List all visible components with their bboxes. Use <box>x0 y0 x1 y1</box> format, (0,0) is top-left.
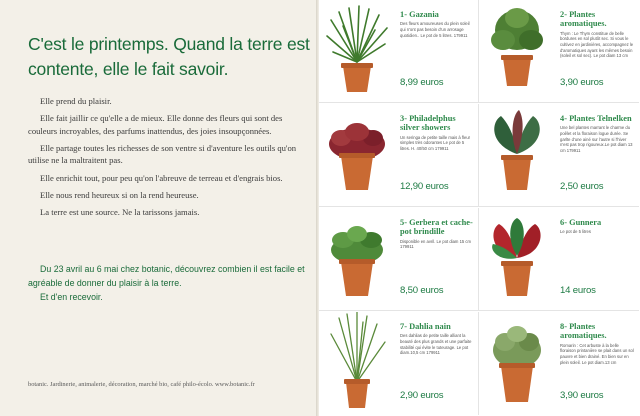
product-card[interactable] <box>479 104 639 207</box>
product-title: 6- Gunnera <box>560 218 602 227</box>
product-description: Des dahlias de petite taille alliant la beauté des plus grands et une parfaite stabilité qui évite le tuteurage. Le pot diam.10,5 cm 179911 <box>400 333 472 356</box>
promo-text <box>28 262 313 304</box>
product-description: Une bel plantes marrant le charme du poêlet et la floraison logue durée. Se garlte d'une ainé sur l'autre si l'hiver n'est pas trop rigoureux.Le pot diam 13 cm 179911 <box>560 125 633 153</box>
paragraph: La terre est une source. Ne la tarissons jamais. <box>40 207 200 218</box>
product-description: Romarin : Cet arbuste à la belle floraison printanière se plait dans un sol pauvre et bien drainé. En bien sur en plein soleil. Le pot diam.13 cm <box>560 342 634 365</box>
footer-text: botanic. Jardinerie, animalerie, décoration, marché bio, café philo-écolo. www.botanic.fr <box>28 381 255 388</box>
product-card[interactable] <box>319 104 479 207</box>
paragraph: Elle prend du plaisir. <box>40 96 112 106</box>
product-card[interactable] <box>479 312 639 415</box>
green-rosette-icon <box>319 208 395 311</box>
paragraph: Elle fait jaillir ce qu'elle a de mieux. Elle donne des fleurs qui sont des couleurs incroyables, des parfums inattendus, des joies insoupçonnées. <box>28 113 283 136</box>
product-card[interactable] <box>479 0 639 103</box>
broad-leaf-icon <box>479 104 555 207</box>
paragraph: Elle nous rend heureux si on la rend heureuse. <box>40 189 199 200</box>
bushy-herb-icon <box>479 0 555 103</box>
product-price: 3,90 euros <box>560 390 604 401</box>
product-title: 7- Dahlia nain <box>400 322 451 331</box>
headline: C'est le printemps. Quand la terre est contente, elle le fait savoir. <box>28 34 310 79</box>
body-text <box>28 95 313 224</box>
product-title: 1- Gazania <box>400 10 439 19</box>
product-price: 12,90 euros <box>400 181 449 192</box>
product-card[interactable] <box>319 312 479 415</box>
product-price: 8,99 euros <box>400 77 444 88</box>
product-description: Disponible en avril. Le pot diam 15 cm 179911 <box>400 238 471 250</box>
promo-line: Du 23 avril au 6 mai chez botanic, découvrez combien il est facile et agréable de donner du plaisir à la terre. <box>28 264 305 288</box>
product-price: 2,50 euros <box>560 181 604 192</box>
product-card[interactable] <box>319 0 479 103</box>
spiky-palm-icon <box>319 0 395 103</box>
product-title: 5- Gerbera et cache-pot brindille <box>400 218 473 237</box>
product-description: Des fleurs amoureuses du plein soleil qui n'ont pas besoin d'un arrosage quotidien.. Le pot de 5 litres. 179911 <box>400 21 470 38</box>
product-card[interactable] <box>319 208 479 311</box>
product-card[interactable] <box>479 208 639 311</box>
caladium-icon <box>479 208 555 311</box>
product-title: 8- Plantes aromatiques. <box>560 322 607 341</box>
product-price: 2,90 euros <box>400 390 444 401</box>
fine-herb-icon <box>479 312 555 415</box>
paragraph: Elle enrichit tout, pour peu qu'on l'abreuve de terreau et d'engrais bios. <box>40 172 283 183</box>
product-description: Le pot de 5 litres <box>560 229 591 235</box>
left-page <box>0 0 316 416</box>
promo-line: Et d'en recevoir. <box>40 292 103 302</box>
product-title: 2- Plantes aromatiques. <box>560 10 607 29</box>
product-title: 3- Philadelphus silver showers <box>400 114 456 133</box>
red-leaf-icon <box>319 104 395 207</box>
product-title: 4- Plantes Telnelken <box>560 114 632 123</box>
paragraph: Elle partage toutes les richesses de son ventre si d'aventure les outils qu'on utilise ne la maltraitent pas. <box>28 142 297 166</box>
product-price: 8,50 euros <box>400 285 444 296</box>
product-description: Un seringa de petite taille mais à fleur simples très odorantes Le pot de 5 litres. H. 40/50 cm 179911 <box>400 134 471 151</box>
product-description: Thym : Le Thym constitue de belle bordures en sol plutôt sec. Si vous le cultivez en jardinières, accompagnez le d'aromatiques ayant les mêmes besoin (soleil et sol sec). Le pot diam 13 cm <box>560 30 634 59</box>
product-grid <box>319 0 640 416</box>
tall-grass-icon <box>319 312 395 415</box>
product-price: 3,90 euros <box>560 77 604 88</box>
product-price: 14 euros <box>560 285 596 296</box>
